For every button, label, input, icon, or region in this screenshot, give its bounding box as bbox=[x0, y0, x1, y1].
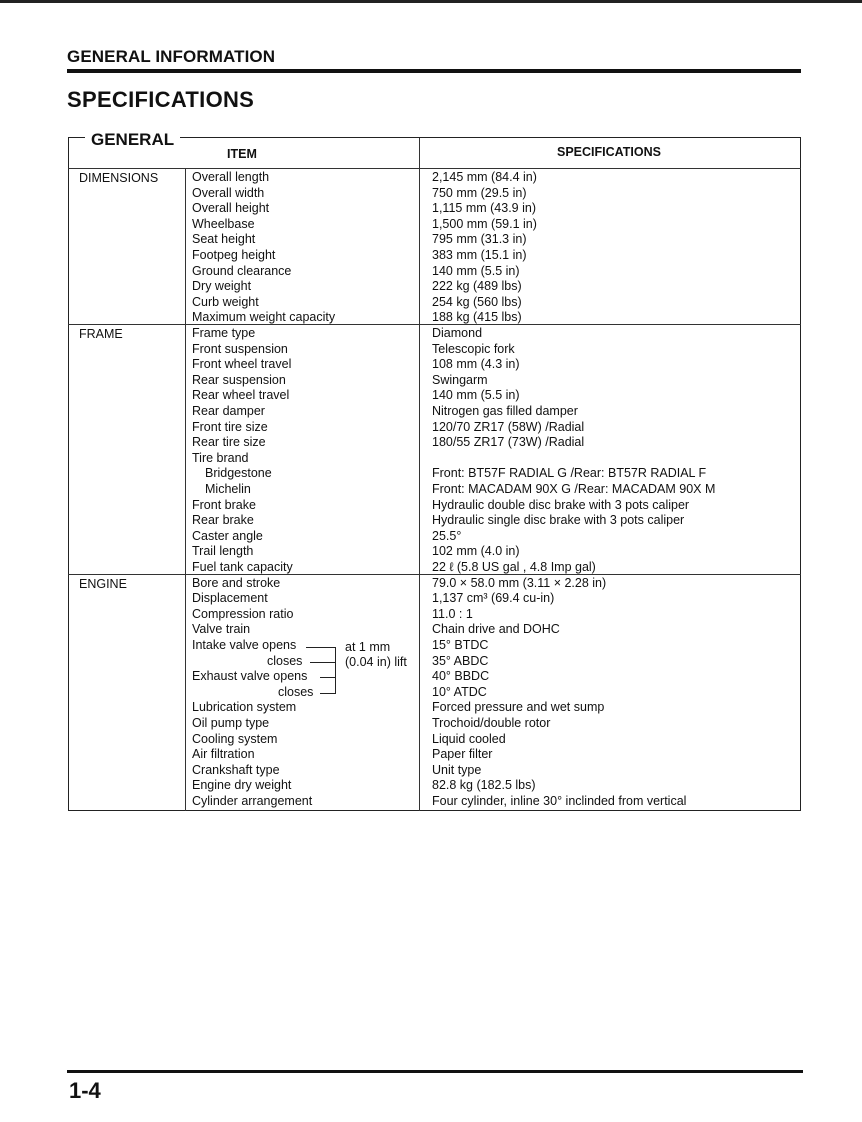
spec-item-label: Oil pump type bbox=[192, 716, 270, 730]
spec-value: 25.5° bbox=[432, 528, 462, 543]
spec-item-label: Fuel tank capacity bbox=[192, 560, 293, 574]
spec-item-label: Front brake bbox=[192, 497, 256, 512]
spec-item-label: Exhaust valve opens bbox=[192, 669, 308, 684]
spec-value: Four cylinder, inline 30° inclinded from vertical bbox=[432, 794, 687, 808]
spec-value: 1,500 mm (59.1 in) bbox=[432, 216, 537, 231]
category-frame: FRAME bbox=[79, 327, 123, 341]
spec-value: 222 kg (489 lbs) bbox=[432, 279, 522, 294]
spec-item-label: Curb weight bbox=[192, 294, 259, 309]
spec-value: 82.8 kg (182.5 lbs) bbox=[432, 778, 536, 793]
spec-item-label: Lubrication system bbox=[192, 700, 297, 715]
spec-value: 383 mm (15.1 in) bbox=[432, 248, 527, 262]
spec-item-label: Bridgestone bbox=[205, 466, 272, 481]
spec-item-label: Displacement bbox=[192, 591, 268, 606]
spec-item-label: Rear wheel travel bbox=[192, 388, 290, 403]
spec-item-label: Seat height bbox=[192, 232, 256, 247]
bracket-vertical bbox=[335, 647, 336, 694]
spec-value: 750 mm (29.5 in) bbox=[432, 185, 527, 200]
spec-item-label: Rear suspension bbox=[192, 372, 286, 387]
section-header: GENERAL INFORMATION bbox=[67, 47, 276, 66]
bracket-exhaust-closes bbox=[320, 693, 336, 694]
spec-item-label: Compression ratio bbox=[192, 606, 294, 621]
spec-value: Trochoid/double rotor bbox=[432, 716, 551, 730]
spec-item-label: closes bbox=[267, 653, 303, 668]
spec-item-label: Front suspension bbox=[192, 341, 288, 356]
top-edge-rule bbox=[0, 0, 862, 3]
spec-item-label: Rear tire size bbox=[192, 435, 266, 450]
spec-value: 188 kg (415 lbs) bbox=[432, 310, 522, 325]
spec-item-label: Cylinder arrangement bbox=[192, 794, 313, 808]
spec-item-label: Rear brake bbox=[192, 513, 254, 528]
spec-value: Hydraulic single disc brake with 3 pots caliper bbox=[432, 513, 685, 528]
column-divider-spec bbox=[419, 138, 420, 811]
spec-value: 140 mm (5.5 in) bbox=[432, 388, 520, 403]
spec-item-label: Maximum weight capacity bbox=[192, 310, 336, 325]
spec-item-label: Footpeg height bbox=[192, 248, 276, 262]
spec-value: Unit type bbox=[432, 762, 482, 777]
spec-value: 15° BTDC bbox=[432, 638, 489, 652]
spec-value: Forced pressure and wet sump bbox=[432, 700, 605, 715]
bracket-exhaust-opens bbox=[320, 677, 336, 678]
spec-item-label: Tire brand bbox=[192, 450, 249, 465]
spec-item-label: Rear damper bbox=[192, 404, 265, 418]
spec-value: 1,137 cm³ (69.4 cu-in) bbox=[432, 591, 555, 606]
spec-value: 2,145 mm (84.4 in) bbox=[432, 170, 537, 184]
page-title: SPECIFICATIONS bbox=[67, 87, 255, 112]
spec-value: 108 mm (4.3 in) bbox=[432, 357, 520, 372]
spec-value: 180/55 ZR17 (73W) /Radial bbox=[432, 435, 585, 450]
spec-value: Front: MACADAM 90X G /Rear: MACADAM 90X M bbox=[432, 482, 716, 496]
spec-value: 254 kg (560 lbs) bbox=[432, 294, 522, 309]
spec-value: 79.0 × 58.0 mm (3.11 × 2.28 in) bbox=[432, 575, 607, 590]
spec-value: 1,115 mm (43.9 in) bbox=[432, 201, 536, 216]
spec-value: Liquid cooled bbox=[432, 731, 506, 746]
spec-item-label: Caster angle bbox=[192, 528, 263, 543]
valve-lift-note: at 1 mm bbox=[345, 640, 391, 654]
page-number: 1-4 bbox=[69, 1078, 101, 1103]
spec-item-label: Cooling system bbox=[192, 731, 278, 746]
spec-item-label: Crankshaft type bbox=[192, 762, 280, 777]
spec-item-label: Wheelbase bbox=[192, 216, 255, 231]
spec-item-label: Ground clearance bbox=[192, 263, 292, 278]
spec-value: Hydraulic double disc brake with 3 pots caliper bbox=[432, 497, 690, 512]
spec-item-label: Valve train bbox=[192, 622, 251, 637]
header-row-divider bbox=[68, 168, 801, 169]
spec-item-label: Frame type bbox=[192, 326, 256, 340]
spec-item-label: Dry weight bbox=[192, 279, 252, 294]
table-group-label: GENERAL bbox=[85, 130, 180, 150]
spec-value: 11.0 : 1 bbox=[432, 606, 473, 621]
spec-item-label: Trail length bbox=[192, 544, 254, 559]
spec-value: 22 ℓ (5.8 US gal , 4.8 Imp gal) bbox=[432, 560, 596, 574]
column-header-specifications: SPECIFICATIONS bbox=[557, 145, 661, 159]
spec-value: Paper filter bbox=[432, 747, 493, 762]
valve-lift-note-inches: (0.04 in) lift bbox=[345, 655, 407, 669]
bracket-intake-closes bbox=[310, 662, 336, 663]
footer-rule bbox=[67, 1070, 803, 1073]
section-divider bbox=[67, 69, 801, 73]
spec-item-label: Front wheel travel bbox=[192, 357, 292, 372]
spec-value: 40° BBDC bbox=[432, 669, 490, 684]
spec-value: 120/70 ZR17 (58W) /Radial bbox=[432, 419, 585, 434]
spec-item-label: Overall width bbox=[192, 185, 265, 200]
spec-value: Diamond bbox=[432, 326, 483, 340]
spec-item-label: Michelin bbox=[205, 482, 251, 496]
spec-item-label: Overall length bbox=[192, 170, 270, 184]
column-divider-category bbox=[185, 168, 186, 811]
spec-item-label: Overall height bbox=[192, 201, 270, 216]
spec-value: 10° ATDC bbox=[432, 684, 487, 699]
spec-item-label: Engine dry weight bbox=[192, 778, 292, 793]
spec-value: 102 mm (4.0 in) bbox=[432, 544, 520, 559]
category-engine: ENGINE bbox=[79, 577, 127, 591]
spec-value: Telescopic fork bbox=[432, 341, 515, 356]
spec-value: 35° ABDC bbox=[432, 653, 489, 668]
spec-item-label: Front tire size bbox=[192, 419, 268, 434]
spec-value: Front: BT57F RADIAL G /Rear: BT57R RADIAL F bbox=[432, 466, 707, 481]
spec-item-label: Air filtration bbox=[192, 747, 255, 762]
category-dimensions: DIMENSIONS bbox=[79, 171, 159, 185]
spec-value: 795 mm (31.3 in) bbox=[432, 232, 527, 247]
spec-value: 140 mm (5.5 in) bbox=[432, 263, 520, 278]
spec-item-label: closes bbox=[278, 684, 314, 699]
column-header-item: ITEM bbox=[227, 147, 257, 161]
spec-value: Nitrogen gas filled damper bbox=[432, 404, 578, 418]
spec-item-label: Bore and stroke bbox=[192, 575, 281, 590]
bracket-intake-opens bbox=[306, 647, 336, 648]
spec-value: Swingarm bbox=[432, 372, 488, 387]
spec-value: Chain drive and DOHC bbox=[432, 622, 560, 637]
spec-item-label: Intake valve opens bbox=[192, 638, 297, 652]
